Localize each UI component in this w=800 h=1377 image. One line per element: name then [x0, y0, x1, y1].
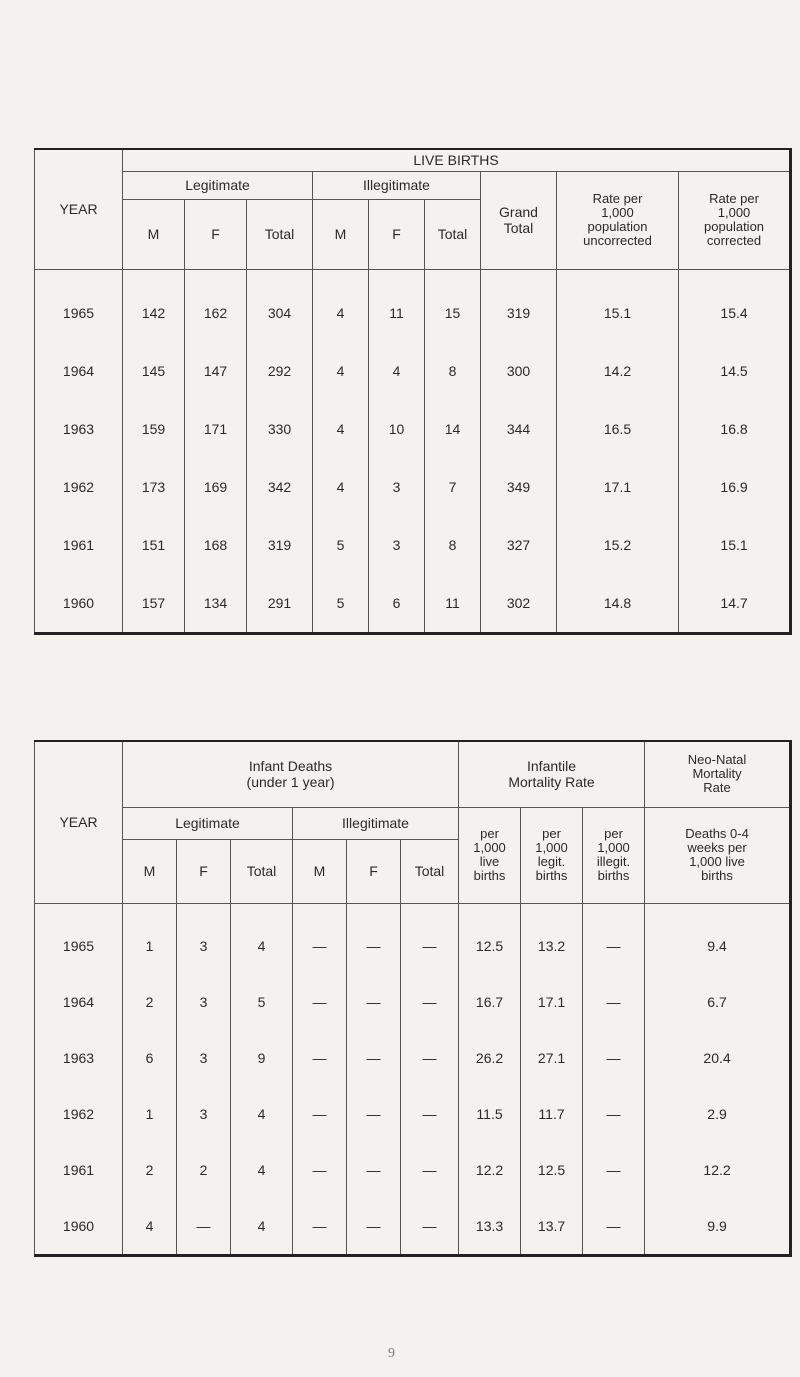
rate-uncorrected-header: Rate per 1,000 population uncorrected: [557, 171, 679, 269]
cell: 15.1: [557, 269, 679, 342]
illegit-m-header: M: [313, 199, 369, 269]
neo-natal-header: Neo-Natal Mortality Rate: [645, 741, 791, 807]
cell: 9: [231, 1030, 293, 1086]
cell: 2.9: [645, 1086, 791, 1142]
cell: 169: [185, 458, 247, 516]
cell: 4: [313, 342, 369, 400]
cell: 173: [123, 458, 185, 516]
per-illegit-births-header: per 1,000 illegit. births: [583, 807, 645, 903]
year-cell: 1964: [35, 974, 123, 1030]
cell: 300: [481, 342, 557, 400]
cell: —: [293, 1142, 347, 1198]
legit-f-header: F: [177, 839, 231, 903]
year-cell: 1961: [35, 1142, 123, 1198]
cell: 292: [247, 342, 313, 400]
cell: 4: [313, 400, 369, 458]
cell: 26.2: [459, 1030, 521, 1086]
cell: 13.2: [521, 903, 583, 974]
cell: 3: [369, 516, 425, 574]
cell: 330: [247, 400, 313, 458]
cell: 14.8: [557, 574, 679, 634]
table-row: [35, 269, 791, 342]
legitimate-header: Legitimate: [123, 807, 293, 839]
cell: 12.5: [521, 1142, 583, 1198]
cell: 6.7: [645, 974, 791, 1030]
year-cell: 1962: [35, 458, 123, 516]
table-row: [35, 1142, 791, 1198]
illegit-total-header: Total: [425, 199, 481, 269]
cell: —: [401, 974, 459, 1030]
cell: 2: [177, 1142, 231, 1198]
cell: 17.1: [521, 974, 583, 1030]
table-row: [35, 342, 791, 400]
cell: 12.2: [645, 1142, 791, 1198]
cell: —: [293, 1030, 347, 1086]
cell: 16.5: [557, 400, 679, 458]
cell: 319: [481, 269, 557, 342]
cell: 4: [231, 903, 293, 974]
live-births-table: [34, 148, 792, 635]
cell: —: [293, 1198, 347, 1256]
cell: 9.9: [645, 1198, 791, 1256]
cell: 9.4: [645, 903, 791, 974]
cell: 4: [231, 1086, 293, 1142]
cell: 11.5: [459, 1086, 521, 1142]
cell: 11: [425, 574, 481, 634]
cell: —: [401, 1030, 459, 1086]
table-row: [35, 903, 791, 974]
cell: 6: [369, 574, 425, 634]
legit-total-header: Total: [247, 199, 313, 269]
cell: 4: [231, 1142, 293, 1198]
neo-natal-sub-header: Deaths 0-4 weeks per 1,000 live births: [645, 807, 791, 903]
cell: 3: [177, 1086, 231, 1142]
cell: 4: [369, 342, 425, 400]
cell: 3: [177, 974, 231, 1030]
year-cell: 1961: [35, 516, 123, 574]
cell: —: [347, 1198, 401, 1256]
year-header: YEAR: [35, 741, 123, 903]
cell: 13.3: [459, 1198, 521, 1256]
cell: 159: [123, 400, 185, 458]
cell: —: [401, 1198, 459, 1256]
cell: 3: [369, 458, 425, 516]
cell: 1: [123, 903, 177, 974]
year-cell: 1963: [35, 1030, 123, 1086]
cell: 151: [123, 516, 185, 574]
cell: 5: [313, 574, 369, 634]
cell: 142: [123, 269, 185, 342]
cell: —: [347, 1142, 401, 1198]
illegit-f-header: F: [347, 839, 401, 903]
cell: —: [401, 1086, 459, 1142]
infant-deaths-header: Infant Deaths (under 1 year): [123, 741, 459, 807]
cell: 344: [481, 400, 557, 458]
page-number: 9: [388, 1346, 395, 1361]
grand-total-header: Grand Total: [481, 171, 557, 269]
cell: 3: [177, 1030, 231, 1086]
cell: 145: [123, 342, 185, 400]
cell: —: [583, 974, 645, 1030]
live-births-title: LIVE BIRTHS: [123, 149, 791, 171]
cell: 17.1: [557, 458, 679, 516]
cell: 157: [123, 574, 185, 634]
illegit-m-header: M: [293, 839, 347, 903]
cell: 7: [425, 458, 481, 516]
cell: 4: [231, 1198, 293, 1256]
cell: 291: [247, 574, 313, 634]
year-cell: 1965: [35, 903, 123, 974]
cell: 4: [313, 458, 369, 516]
table-row: [35, 516, 791, 574]
cell: 11: [369, 269, 425, 342]
rate-corrected-header: Rate per 1,000 population corrected: [679, 171, 791, 269]
cell: 304: [247, 269, 313, 342]
cell: —: [347, 903, 401, 974]
cell: 147: [185, 342, 247, 400]
cell: 327: [481, 516, 557, 574]
year-cell: 1964: [35, 342, 123, 400]
cell: 5: [231, 974, 293, 1030]
cell: —: [177, 1198, 231, 1256]
legit-f-header: F: [185, 199, 247, 269]
legitimate-header: Legitimate: [123, 171, 313, 199]
cell: —: [347, 974, 401, 1030]
year-cell: 1960: [35, 1198, 123, 1256]
cell: 6: [123, 1030, 177, 1086]
cell: 4: [313, 269, 369, 342]
cell: 14: [425, 400, 481, 458]
table-row: [35, 400, 791, 458]
cell: 10: [369, 400, 425, 458]
cell: 11.7: [521, 1086, 583, 1142]
cell: 162: [185, 269, 247, 342]
cell: 8: [425, 342, 481, 400]
year-cell: 1960: [35, 574, 123, 634]
cell: 171: [185, 400, 247, 458]
cell: —: [583, 1030, 645, 1086]
cell: —: [583, 1198, 645, 1256]
cell: —: [583, 1086, 645, 1142]
cell: 15: [425, 269, 481, 342]
table-row: [35, 974, 791, 1030]
table-row: [35, 1198, 791, 1256]
cell: 3: [177, 903, 231, 974]
table-row: [35, 574, 791, 634]
legit-total-header: Total: [231, 839, 293, 903]
illegitimate-header: Illegitimate: [313, 171, 481, 199]
cell: —: [293, 974, 347, 1030]
cell: 302: [481, 574, 557, 634]
year-header: YEAR: [35, 149, 123, 269]
cell: —: [583, 903, 645, 974]
cell: 319: [247, 516, 313, 574]
infant-deaths-table: [34, 740, 792, 1257]
cell: 14.5: [679, 342, 791, 400]
year-cell: 1963: [35, 400, 123, 458]
cell: 12.5: [459, 903, 521, 974]
legit-m-header: M: [123, 199, 185, 269]
cell: —: [347, 1030, 401, 1086]
year-cell: 1962: [35, 1086, 123, 1142]
cell: 15.4: [679, 269, 791, 342]
cell: 4: [123, 1198, 177, 1256]
cell: 15.2: [557, 516, 679, 574]
illegitimate-header: Illegitimate: [293, 807, 459, 839]
cell: 15.1: [679, 516, 791, 574]
cell: 16.8: [679, 400, 791, 458]
cell: —: [293, 903, 347, 974]
cell: 2: [123, 1142, 177, 1198]
cell: 16.9: [679, 458, 791, 516]
cell: 20.4: [645, 1030, 791, 1086]
illegit-total-header: Total: [401, 839, 459, 903]
infantile-mortality-header: Infantile Mortality Rate: [459, 741, 645, 807]
per-legit-births-header: per 1,000 legit. births: [521, 807, 583, 903]
cell: 349: [481, 458, 557, 516]
cell: 13.7: [521, 1198, 583, 1256]
cell: 5: [313, 516, 369, 574]
cell: 16.7: [459, 974, 521, 1030]
table-row: [35, 458, 791, 516]
illegit-f-header: F: [369, 199, 425, 269]
cell: 14.7: [679, 574, 791, 634]
table-row: [35, 1086, 791, 1142]
cell: 168: [185, 516, 247, 574]
cell: —: [401, 903, 459, 974]
cell: 1: [123, 1086, 177, 1142]
cell: 12.2: [459, 1142, 521, 1198]
cell: —: [347, 1086, 401, 1142]
cell: —: [583, 1142, 645, 1198]
table-row: [35, 1030, 791, 1086]
cell: —: [401, 1142, 459, 1198]
cell: 2: [123, 974, 177, 1030]
legit-m-header: M: [123, 839, 177, 903]
per-live-births-header: per 1,000 live births: [459, 807, 521, 903]
cell: 134: [185, 574, 247, 634]
cell: 342: [247, 458, 313, 516]
year-cell: 1965: [35, 269, 123, 342]
cell: —: [293, 1086, 347, 1142]
cell: 27.1: [521, 1030, 583, 1086]
cell: 14.2: [557, 342, 679, 400]
cell: 8: [425, 516, 481, 574]
